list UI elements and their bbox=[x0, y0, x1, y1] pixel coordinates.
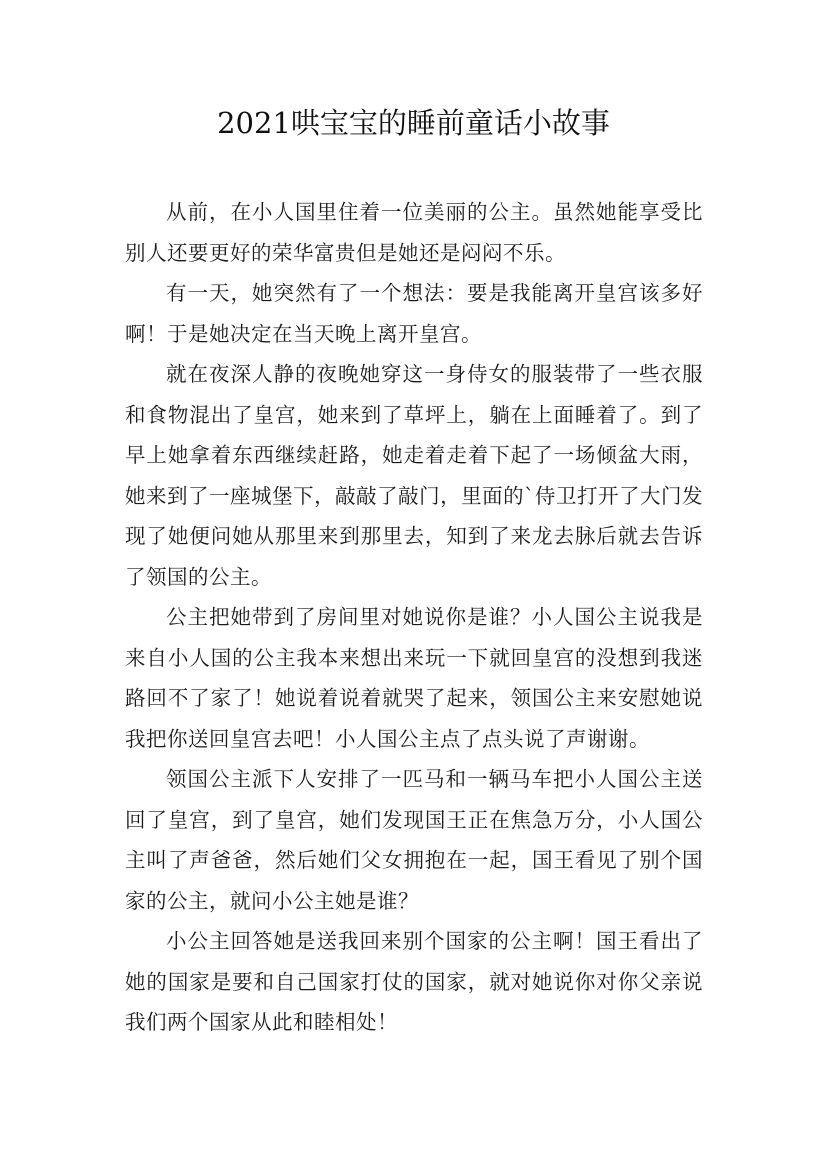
paragraph: 领国公主派下人安排了一匹马和一辆马车把小人国公主送回了皇宫，到了皇宫，她们发现国王正在焦急万分，小人国公主叫了声爸爸，然后她们父女拥抱在一起，国王看见了别个国家的公主，就问小公主她是谁？ bbox=[125, 767, 703, 913]
paragraph: 就在夜深人静的夜晚她穿这一身侍女的服装带了一些衣服和食物混出了皇宫，她来到了草坪上，躺在上面睡着了。到了早上她拿着东西继续赶路，她走着走着下起了一场倾盆大雨，她来到了一座城堡下，敲敲了敲门，里面的`侍卫打开了大门发现了她便问她从那里来到那里去，知到了来龙去脉后就去告诉了领国的公主。 bbox=[125, 362, 703, 589]
paragraph: 小公主回答她是送我回来别个国家的公主啊！国王看出了她的国家是要和自己国家打仗的国家，就对她说你对你父亲说我们两个国家从此和睦相处！ bbox=[125, 929, 703, 1034]
document-title: 2021哄宝宝的睡前童话小故事 bbox=[217, 106, 610, 140]
paragraph: 有一天，她突然有了一个想法：要是我能离开皇宫该多好啊！于是她决定在当天晚上离开皇宫。 bbox=[125, 281, 703, 346]
story-body bbox=[125, 192, 703, 1043]
paragraph: 从前，在小人国里住着一位美丽的公主。虽然她能享受比别人还要更好的荣华富贵但是她还是闷闷不乐。 bbox=[125, 200, 703, 265]
paragraph: 公主把她带到了房间里对她说你是谁？小人国公主说我是来自小人国的公主我本来想出来玩一下就回皇宫的没想到我迷路回不了家了！她说着说着就哭了起来，领国公主来安慰她说我把你送回皇宫去吧！小人国公主点了点头说了声谢谢。 bbox=[125, 605, 703, 751]
